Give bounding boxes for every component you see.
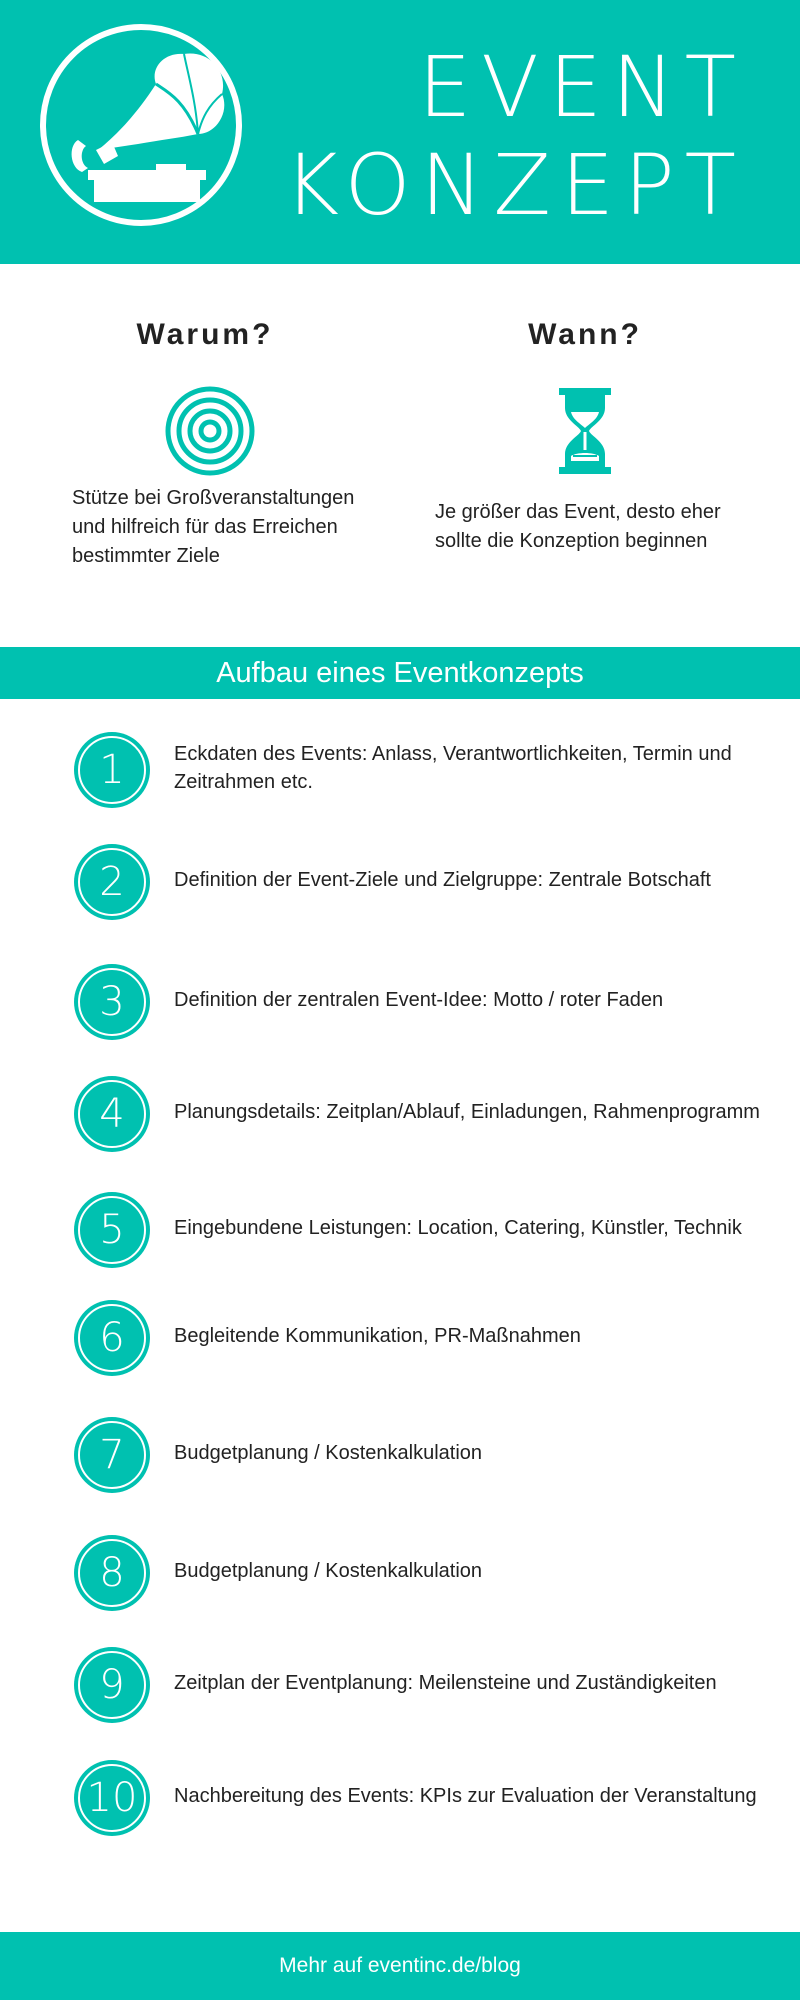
gramophone-icon (38, 22, 244, 228)
footer-link[interactable]: Mehr auf eventinc.de/blog (279, 1954, 521, 1977)
step-number: 4 (99, 1091, 125, 1137)
why-text: Stütze bei Großveranstaltungen und hilfreich für das Erreichen bestimmter Ziele (72, 487, 355, 567)
title-line-1: EVENT (418, 38, 746, 136)
step-item (0, 844, 800, 924)
step-number: 8 (99, 1550, 125, 1596)
step-number-badge (74, 1076, 150, 1152)
step-text: Begleitende Kommunikation, PR-Maßnahmen (174, 1325, 581, 1347)
step-number-badge (74, 844, 150, 920)
step-text: Zeitplan der Eventplanung: Meilensteine und Zuständigkeiten (174, 1672, 717, 1694)
step-item (0, 1300, 800, 1380)
footer-banner (0, 1932, 800, 2000)
when-text: Je größer das Event, desto eher sollte die Konzeption beginnen (435, 501, 721, 552)
step-number-badge (74, 732, 150, 808)
step-number-badge (74, 1760, 150, 1836)
section-title: Aufbau eines Eventkonzepts (216, 657, 584, 689)
section-banner (0, 647, 800, 699)
step-number: 9 (99, 1662, 125, 1708)
step-text: Definition der Event-Ziele und Zielgruppe: Zentrale Botschaft (174, 869, 711, 891)
step-text: Planungsdetails: Zeitplan/Ablauf, Einladungen, Rahmenprogramm (174, 1101, 760, 1123)
step-text: Budgetplanung / Kostenkalkulation (174, 1560, 483, 1582)
when-heading: Wann? (528, 318, 642, 351)
step-number-badge (74, 1535, 150, 1611)
step-text: Budgetplanung / Kostenkalkulation (174, 1442, 483, 1464)
step-item (0, 1076, 800, 1156)
step-item (0, 732, 800, 812)
step-item (0, 1647, 800, 1727)
step-text: Eingebundene Leistungen: Location, Catering, Künstler, Technik (174, 1217, 742, 1239)
step-number: 6 (99, 1315, 125, 1361)
page-title (284, 38, 746, 234)
step-item (0, 1417, 800, 1497)
header-banner (0, 0, 800, 264)
step-number: 5 (99, 1207, 125, 1253)
step-number: 10 (86, 1775, 138, 1821)
step-number-badge (74, 964, 150, 1040)
step-text: Definition der zentralen Event-Idee: Motto / roter Faden (174, 989, 664, 1011)
title-line-2: KONZEPT (283, 136, 746, 234)
step-number: 2 (99, 859, 125, 905)
step-number-badge (74, 1192, 150, 1268)
step-number: 3 (99, 979, 125, 1025)
step-number: 1 (99, 747, 125, 793)
when-section (420, 318, 750, 552)
hourglass-icon (557, 386, 613, 476)
why-section (40, 318, 370, 567)
step-number-badge (74, 1417, 150, 1493)
step-number-badge (74, 1300, 150, 1376)
step-item (0, 1192, 800, 1272)
target-icon (165, 386, 255, 476)
step-item (0, 1760, 800, 1840)
step-number-badge (74, 1647, 150, 1723)
why-heading: Warum? (136, 318, 274, 351)
step-text: Nachbereitung des Events: KPIs zur Evaluation der Veranstaltung (174, 1785, 757, 1807)
step-text: Eckdaten des Events: Anlass, Verantwortlichkeiten, Termin und Zeitrahmen etc. (174, 743, 732, 793)
step-item (0, 964, 800, 1044)
step-item (0, 1535, 800, 1615)
step-number: 7 (99, 1432, 125, 1478)
